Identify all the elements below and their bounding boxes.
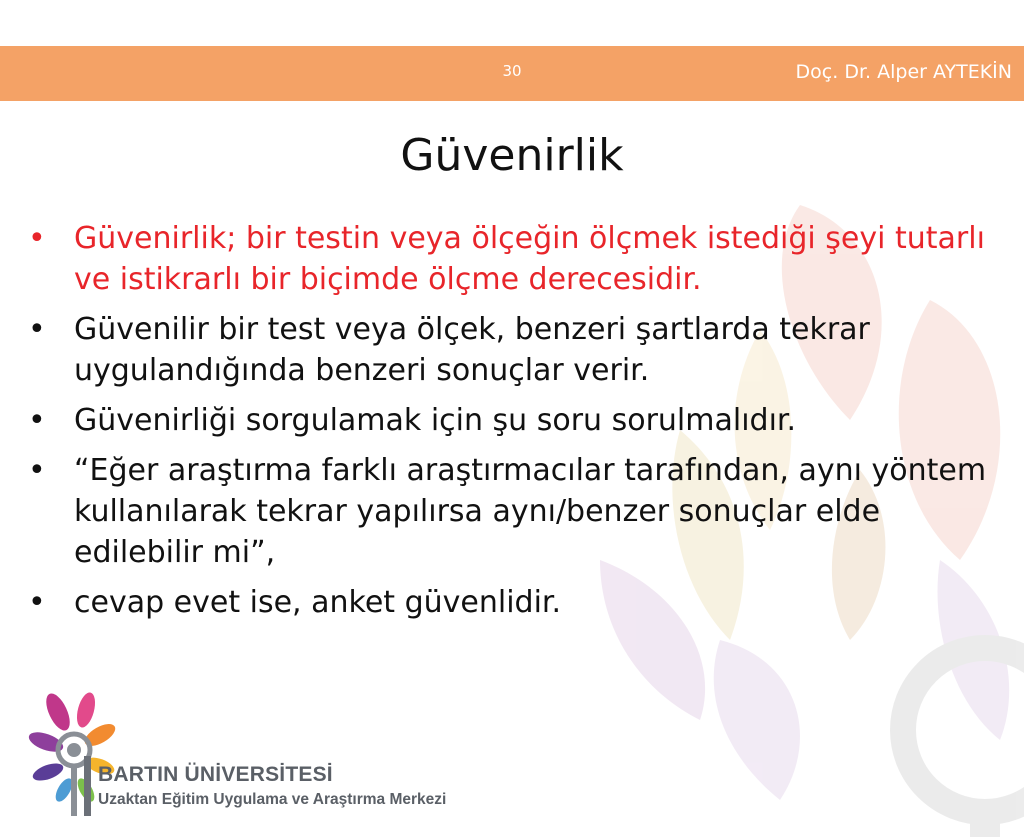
bullet-marker: • (28, 312, 46, 347)
bullet-marker: • (28, 221, 46, 256)
bullet-list (28, 218, 988, 632)
bullet-item (28, 309, 988, 391)
decor-petal (714, 640, 800, 800)
decor-stem (970, 800, 1000, 837)
bullet-text: Güvenirliği sorgulamak için şu soru sorulmalıdır. (74, 403, 797, 438)
slide-title: Güvenirlik (400, 130, 624, 181)
university-subtitle: Uzaktan Eğitim Uygulama ve Araştırma Merkezi (98, 791, 447, 808)
bullet-marker: • (28, 403, 46, 438)
author-name: Doç. Dr. Alper AYTEKİN (795, 61, 1012, 83)
bullet-item (28, 400, 988, 441)
bullet-item (28, 582, 988, 623)
bullet-marker: • (28, 453, 46, 488)
university-name: BARTIN ÜNİVERSİTESİ (98, 763, 333, 786)
bullet-text: cevap evet ise, anket güvenlidir. (74, 585, 562, 620)
slide-number: 30 (502, 62, 522, 80)
bullet-marker: • (28, 585, 46, 620)
bullet-text: Güvenilir bir test veya ölçek, benzeri şartlarda tekrar uygulandığında benzeri sonuçlar verir. (74, 312, 870, 388)
bullet-text: “Eğer araştırma farklı araştırmacılar tarafından, aynı yöntem kullanılarak tekrar yapılırsa aynı/benzer sonuçlar elde edilebilir mi”, (74, 453, 987, 570)
bullet-text: Güvenirlik; bir testin veya ölçeğin ölçmek istediği şeyi tutarlı ve istikrarlı bir biçimde ölçme derecesidir. (74, 221, 985, 297)
bullet-item (28, 218, 988, 300)
bullet-item (28, 450, 988, 573)
